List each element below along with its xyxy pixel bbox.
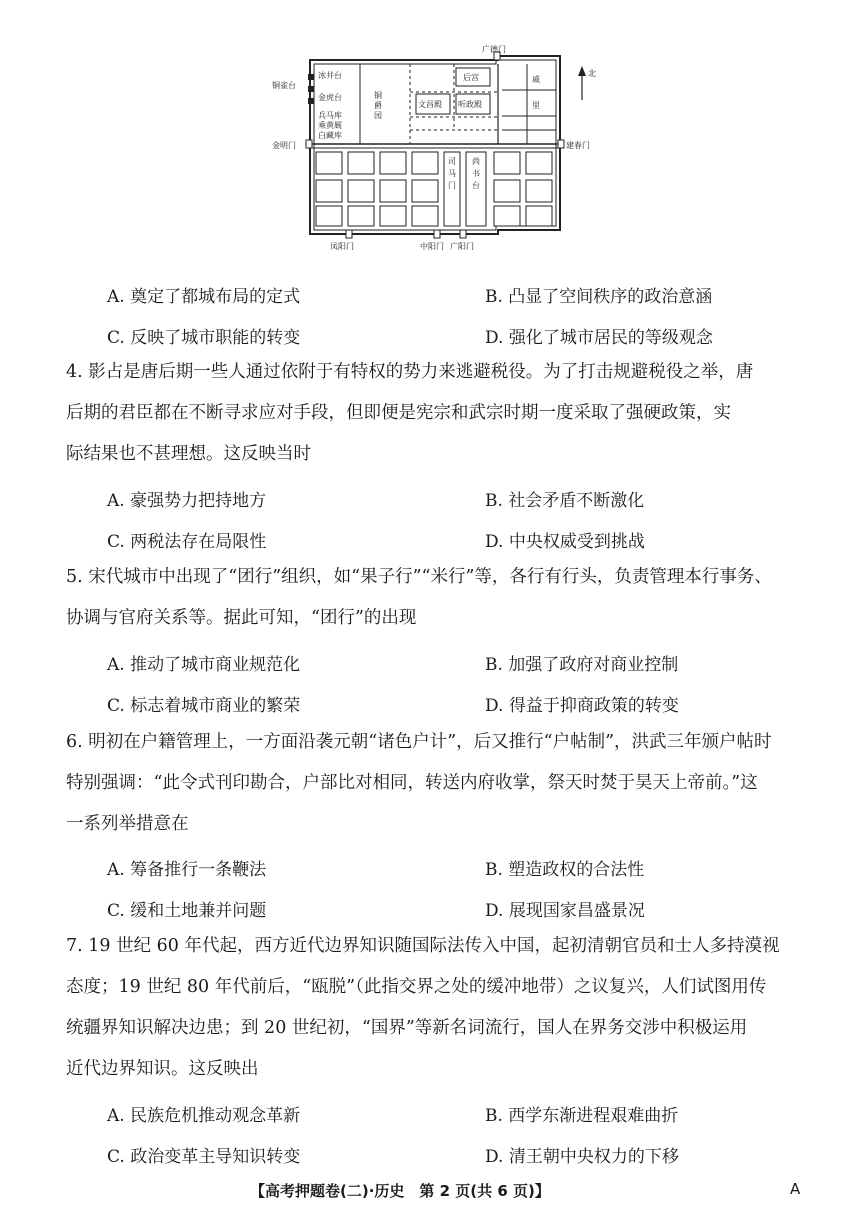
question-7	[66, 926, 806, 1090]
q7-stem-line-4: 近代边界知识。这反映出	[66, 1059, 259, 1079]
label-tongjue-yuan-1: 铜	[374, 91, 382, 100]
q6-option-b[interactable]: B. 塑造政权的合法性	[485, 860, 645, 880]
label-sima-1: 司	[448, 157, 456, 166]
q5-option-c[interactable]: C. 标志着城市商业的繁荣	[107, 696, 301, 716]
q3-options-row-2	[0, 323, 867, 353]
label-sima-2: 马	[448, 169, 456, 178]
q3-option-a[interactable]: A. 奠定了都城布局的定式	[107, 287, 301, 307]
city-map-svg	[270, 42, 600, 267]
question-5	[66, 557, 806, 639]
q7-option-c[interactable]: C. 政治变革主导知识转变	[107, 1147, 301, 1167]
q6-options-row-2	[0, 896, 867, 926]
q7-option-a[interactable]: A. 民族危机推动观念革新	[107, 1106, 301, 1126]
q4-option-c[interactable]: C. 两税法存在局限性	[107, 532, 267, 552]
label-north: 北	[588, 69, 596, 78]
q7-options-row-1	[0, 1101, 867, 1131]
label-shu: 书	[472, 169, 480, 178]
q3-option-d[interactable]: D. 强化了城市居民的等级观念	[485, 328, 713, 348]
q6-options-row-1	[0, 855, 867, 885]
q3-options-row-1	[0, 282, 867, 312]
label-guangde-gate: 广德门	[482, 45, 506, 54]
label-tai: 台	[472, 181, 480, 190]
city-map-figure	[270, 42, 600, 267]
q7-stem-line-2: 态度；19 世纪 80 年代前后，“瓯脱”（此指交界之处的缓冲地带）之议复兴，人们试图用传	[66, 977, 767, 997]
label-bingjing: 冰井台	[318, 71, 342, 80]
q4-options-row-1	[0, 486, 867, 516]
q5-stem-line-1: 5. 宋代城市中出现了“团行”组织，如“果子行”“米行”等，各行有行头，负责管理本行事务、	[66, 567, 772, 587]
q5-option-a[interactable]: A. 推动了城市商业规范化	[107, 655, 301, 675]
q4-option-b[interactable]: B. 社会矛盾不断激化	[485, 491, 645, 511]
terrace-tongque	[308, 86, 314, 92]
label-wenchang: 文昌殿	[418, 100, 442, 109]
q7-option-d[interactable]: D. 清王朝中央权力的下移	[485, 1147, 679, 1167]
gate-markers	[306, 52, 564, 238]
q6-option-a[interactable]: A. 筹备推行一条鞭法	[107, 860, 267, 880]
q4-option-a[interactable]: A. 豪强势力把持地方	[107, 491, 267, 511]
label-baizangku: 白藏库	[318, 131, 342, 140]
label-bingmaku: 兵马库	[318, 111, 342, 120]
q4-options-row-2	[0, 527, 867, 557]
city-inner-wall	[314, 60, 556, 230]
label-tongjue-yuan-3: 园	[374, 111, 382, 120]
q5-options-row-1	[0, 650, 867, 680]
q4-stem-line-3: 际结果也不甚理想。这反映当时	[66, 444, 311, 464]
q3-option-c[interactable]: C. 反映了城市职能的转变	[107, 328, 301, 348]
label-tingzheng: 听政殿	[458, 100, 482, 109]
label-hougong: 后宫	[463, 73, 479, 82]
terrace-bingjing	[308, 74, 314, 80]
label-jianchun-gate: 建春门	[566, 141, 590, 150]
q5-option-b[interactable]: B. 加强了政府对商业控制	[485, 655, 679, 675]
q5-options-row-2	[0, 691, 867, 721]
label-zhongyang-gate: 中阳门	[420, 242, 444, 251]
q4-option-d[interactable]: D. 中央权威受到挑战	[485, 532, 645, 552]
q7-stem-line-1: 7. 19 世纪 60 年代起，西方近代边界知识随国际法传入中国，起初清朝官员和士人多持漠视	[66, 936, 780, 956]
southern-wards-grid	[316, 152, 552, 226]
question-6	[66, 722, 806, 845]
label-li: 里	[532, 101, 540, 110]
page-footer	[0, 1180, 867, 1204]
label-jinhu: 金虎台	[318, 93, 342, 102]
label-tongque: 铜雀台	[272, 81, 296, 90]
question-4	[66, 352, 806, 475]
q6-option-d[interactable]: D. 展现国家昌盛景况	[485, 901, 645, 921]
label-chengmingku: 乘黄厩	[318, 121, 342, 130]
q6-stem-line-2: 特别强调：“此令式刊印勘合，户部比对相同，转送内府收掌，祭天时焚于昊天上帝前。”这	[66, 773, 758, 793]
label-fengyang-gate: 凤阳门	[330, 242, 354, 251]
footer-version: A	[790, 1180, 801, 1198]
label-jinming-gate: 金明门	[272, 141, 296, 150]
q7-options-row-2	[0, 1142, 867, 1172]
q7-option-b[interactable]: B. 西学东渐进程艰难曲折	[485, 1106, 679, 1126]
q6-option-c[interactable]: C. 缓和土地兼并问题	[107, 901, 267, 921]
q6-stem-line-1: 6. 明初在户籍管理上，一方面沿袭元朝“诸色户计”，后又推行“户帖制”，洪武三年颁户帖时	[66, 732, 772, 752]
footer-page-info: 【高考押题卷(二)·历史 第 2 页(共 6 页)】	[250, 1182, 550, 1200]
q4-stem-line-2: 后期的君臣都在不断寻求应对手段，但即便是宪宗和武宗时期一度采取了强硬政策，实	[66, 403, 731, 423]
label-tongjue-yuan-2: 爵	[374, 101, 382, 110]
label-shang: 尚	[472, 157, 480, 166]
q5-option-d[interactable]: D. 得益于抑商政策的转变	[485, 696, 679, 716]
label-qi: 戚	[532, 75, 540, 84]
q6-stem-line-3: 一系列举措意在	[66, 814, 189, 834]
label-men-1: 门	[448, 181, 456, 190]
q4-stem-line-1: 4. 影占是唐后期一些人通过依附于有特权的势力来逃避税役。为了打击规避税役之举，唐	[66, 362, 754, 382]
q7-stem-line-3: 统疆界知识解决边患；到 20 世纪初，“国界”等新名词流行，国人在界务交涉中积极运用	[66, 1018, 748, 1038]
terrace-jinhu	[308, 98, 314, 104]
q3-option-b[interactable]: B. 凸显了空间秩序的政治意涵	[485, 287, 713, 307]
q5-stem-line-2: 协调与官府关系等。据此可知，“团行”的出现	[66, 608, 417, 628]
label-guangyang-gate: 广阳门	[450, 242, 474, 251]
